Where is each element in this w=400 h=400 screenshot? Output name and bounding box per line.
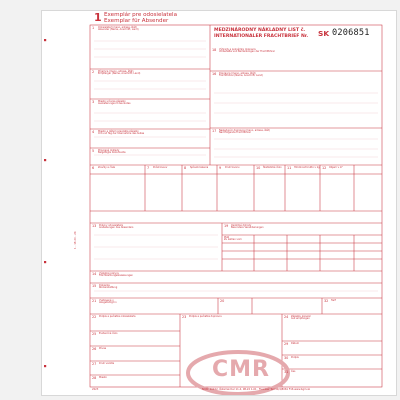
footer-imprint: Nr.Nr. 10422, Österreicher 11-4, 98-22 1-01 · Flexibler Teil 10/4/8061 F16 www.bgm.sk (202, 388, 311, 391)
col-marks-label: Značky a čísla (98, 166, 115, 169)
box-number-26: 26 (92, 347, 97, 351)
box-number-15: 15 (92, 284, 97, 288)
field-carrier-reservations-label: Výhrady a poznámky dopravcu Vorbehalte und Bemerkungen der Frachtführer (219, 48, 275, 54)
margin-box-ranges: 1 - 16 20 - 24 (74, 231, 77, 249)
field-sender-signature-label: Podpis a pečiatka odosielateľa (99, 315, 136, 318)
box-number-7: 7 (147, 166, 150, 170)
box-number-3: 3 (92, 100, 95, 104)
form-title-de: INTERNATIONALER FRACHTBRIEF Nr. (214, 34, 309, 39)
box-number-18: 18 (212, 48, 217, 52)
footer-year: 2023 (92, 388, 99, 391)
box-number-16: 16 (212, 72, 217, 76)
box-number-20: 20 (220, 299, 225, 303)
field-special-agreements-label: Osobitné dohody Besondere Vereinbarungen (231, 224, 264, 230)
form-grid-lines (42, 11, 396, 395)
field-takeover-place-label: Miesto a dátum prevzatia zásielky Ort und Tag der Übernahme des Gutes (98, 130, 145, 136)
cmr-form-sheet (41, 10, 397, 396)
box-number-21: 21 (92, 299, 97, 303)
box-number-19: 19 (224, 224, 229, 228)
field-consignee-label: Príjemca (meno, adresa, štát) Empfänger (Name, Anschrift, Land) (98, 70, 141, 76)
field-to-pay-label: Platí Zu zahlen vom (224, 236, 242, 242)
box-number-4: 4 (92, 130, 95, 134)
box-number-11: 11 (287, 166, 292, 170)
field-delivery-place-label: Miesto určenia zásielky Auslieferungsort des Gutes (98, 100, 131, 106)
box-number-22: 22 (92, 315, 97, 319)
field-sender-instructions-label: Pokyny odosielateľa Anweisungen des Absenders (99, 224, 134, 230)
box-number-23: 23 (182, 315, 187, 319)
box-number-25: 25 (92, 332, 97, 336)
box-number-1: 1 (92, 26, 95, 30)
col-goods-label: Druh tovaru (225, 166, 240, 169)
form-title-sk: MEDZINÁRODNÝ NÁKLADNÝ LIST č. (214, 28, 306, 33)
field-vehicle-type-label: Druh vozidla (99, 362, 115, 365)
field-signature-label: Podpis (291, 356, 299, 359)
box-number-5: 5 (92, 149, 95, 153)
box-number-9: 9 (219, 166, 222, 170)
field-carrier-label: Dopravca (meno, adresa, štát) Frachtführer (Name, Anschrift, Land) (219, 72, 263, 78)
field-sender-label: Odosielateľ (meno, adresa, štát) Absender (Name, Anschrift, Land) (98, 26, 139, 32)
serial-prefix: SK (318, 29, 330, 38)
box-number-14: 14 (92, 272, 97, 276)
cmr-watermark: CMR (212, 357, 270, 382)
copy-label-de: Exemplar für Absender (104, 18, 169, 24)
box-number-12: 12 (322, 166, 327, 170)
box-number-17: 17 (212, 129, 217, 133)
box-number-30: 30 (284, 356, 289, 360)
serial-number: 0206851 (332, 28, 370, 38)
field-established-in-label: Vystavené v Ausgefertigt in (99, 299, 117, 305)
field-date-label: Dátum (291, 342, 300, 345)
field-goods-received-label: Zásielku prevzal Gut empfangen (291, 315, 311, 321)
field-successive-carrier-label: Nasledujúci dopravca (meno, adresa, štát) Nachfolgende Frachtführer (219, 129, 270, 135)
box-number-29: 29 (284, 342, 289, 346)
copy-number: 1 (94, 11, 102, 24)
box-number-2: 2 (92, 70, 95, 74)
col-packing-label: Spôsob balenia (190, 166, 209, 169)
box-number-6: 6 (92, 166, 95, 170)
field-time-label: Čas (291, 370, 296, 373)
field-payment-instructions-label: Výplatné pokyny Frachtzahlungsanweisungen (99, 272, 133, 278)
box-number-8: 8 (184, 166, 187, 170)
col-packages-label: Počet kusov (153, 166, 168, 169)
box-number-27: 27 (92, 362, 97, 366)
field-tariff-label: Tarif (331, 299, 337, 302)
field-cash-on-delivery-label: Dobierka Rückerstattung (99, 284, 118, 290)
field-place-label: Miesto (99, 376, 107, 379)
box-number-32: 32 (324, 299, 329, 303)
box-number-28: 28 (92, 376, 97, 380)
field-trailer-label: Príves (99, 347, 107, 350)
box-number-24: 24 (284, 315, 289, 319)
box-number-13: 13 (92, 224, 97, 228)
col-volume-label: Objem v m³ (329, 166, 344, 169)
field-carrier-signature-label: Podpis a pečiatka dopravcu (189, 315, 222, 318)
box-number-31: 31 (284, 370, 289, 374)
field-registration-label: Evidenčné číslo (99, 332, 118, 335)
col-statistical-label: Štatistické číslo (263, 166, 282, 169)
col-weight-label: Hmotnosť brutto v kg (294, 166, 320, 169)
box-number-10: 10 (256, 166, 261, 170)
copy-label-sk: Exemplár pre odosielatela (104, 12, 178, 18)
field-documents-label: Pripojené doklady Beigefügte Dokumente (98, 149, 126, 155)
